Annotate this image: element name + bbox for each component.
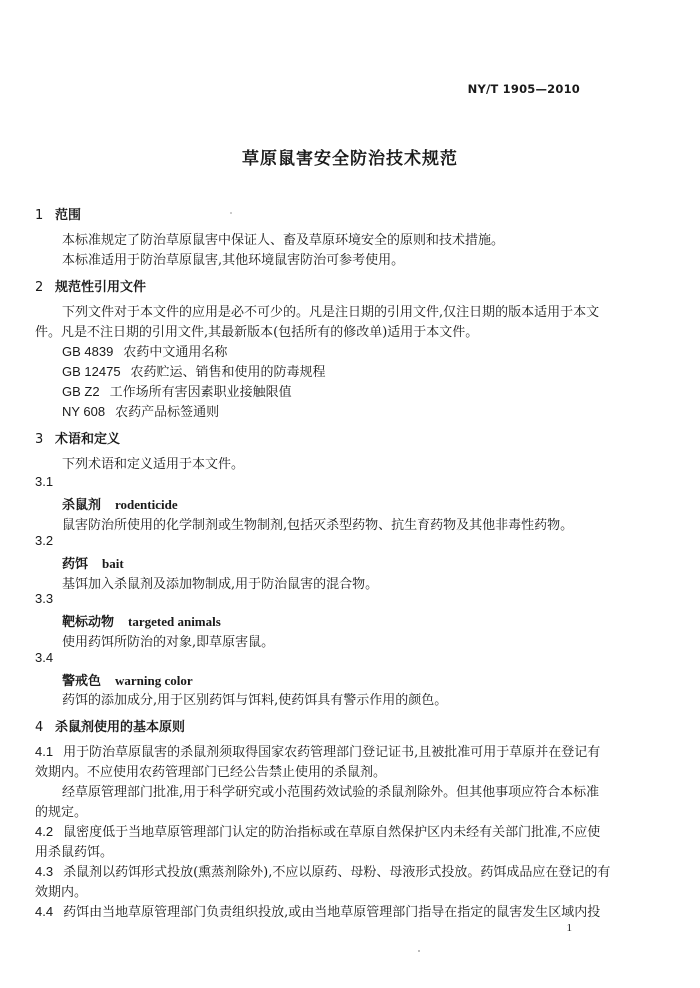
section-3-intro: 下列术语和定义适用于本文件。	[62, 457, 245, 472]
section-3-heading: 3 术语和定义	[35, 432, 121, 447]
term-heading: 靶标动物 targeted animals	[62, 614, 221, 630]
term-definition: 基饵加入杀鼠剂及添加物制成,用于防治鼠害的混合物。	[62, 577, 379, 592]
section-1-heading: 1 范围	[35, 208, 82, 223]
term-number: 3.4	[35, 650, 54, 665]
reference-item: GB Z2 工作场所有害因素职业接触限值	[62, 384, 292, 400]
reference-item: NY 608 农药产品标签通则	[62, 404, 220, 420]
term-number: 3.3	[35, 591, 54, 606]
document-title: 草原鼠害安全防治技术规范	[242, 149, 458, 169]
term-definition: 使用药饵所防治的对象,即草原害鼠。	[62, 635, 275, 650]
clause-4-3-line-2: 效期内。	[35, 885, 88, 900]
clause-4-2-line-2: 用杀鼠药饵。	[35, 845, 114, 860]
clause-4-1-line-2: 效期内。不应使用农药管理部门已经公告禁止使用的杀鼠剂。	[35, 765, 387, 780]
term-heading: 药饵 bait	[62, 556, 124, 572]
term-heading: 警戒色 warning color	[62, 673, 193, 689]
standard-code: NY/T 1905—2010	[467, 82, 580, 96]
section-2-para-line-1: 下列文件对于本文件的应用是必不可少的。凡是注日期的引用文件,仅注日期的版本适用于本文	[62, 305, 600, 320]
clause-4-1-line-1: 4.1 用于防治草原鼠害的杀鼠剂须取得国家农药管理部门登记证书,且被批准可用于草原并在登记有	[35, 744, 601, 760]
term-definition: 鼠害防治所使用的化学制剂或生物制剂,包括灭杀型药物、抗生育药物及其他非毒性药物。	[62, 518, 574, 533]
section-4-heading: 4 杀鼠剂使用的基本原则	[35, 720, 186, 735]
term-definition: 药饵的添加成分,用于区别药饵与饵料,使药饵具有警示作用的颜色。	[62, 693, 448, 708]
term-number: 3.1	[35, 474, 54, 489]
clause-4-2-line-1: 4.2 鼠密度低于当地草原管理部门认定的防治指标或在草原自然保护区内未经有关部门批准,不应使	[35, 824, 601, 840]
clause-4-1-line-4: 的规定。	[35, 805, 88, 820]
term-heading: 杀鼠剂 rodenticide	[62, 497, 178, 513]
page-number: 1	[566, 922, 572, 934]
clause-4-1-line-3: 经草原管理部门批准,用于科学研究或小范围药效试验的杀鼠剂除外。但其他事项应符合本标准	[62, 785, 600, 800]
scan-speck	[230, 212, 232, 214]
section-1-para-1: 本标准规定了防治草原鼠害中保证人、畜及草原环境安全的原则和技术措施。	[62, 233, 505, 248]
reference-item: GB 12475 农药贮运、销售和使用的防毒规程	[62, 364, 326, 380]
reference-item: GB 4839 农药中文通用名称	[62, 344, 228, 360]
scan-speck	[418, 950, 420, 952]
clause-4-4-line-1: 4.4 药饵由当地草原管理部门负责组织投放,或由当地草原管理部门指导在指定的鼠害发生区域内投	[35, 904, 601, 920]
clause-4-3-line-1: 4.3 杀鼠剂以药饵形式投放(熏蒸剂除外),不应以原药、母粉、母液形式投放。药饵成品应在登记的有	[35, 864, 611, 880]
term-number: 3.2	[35, 533, 54, 548]
section-2-heading: 2 规范性引用文件	[35, 280, 147, 295]
section-2-para-line-2: 件。凡是不注日期的引用文件,其最新版本(包括所有的修改单)适用于本文件。	[35, 325, 479, 340]
section-1-para-2: 本标准适用于防治草原鼠害,其他环境鼠害防治可参考使用。	[62, 253, 405, 268]
